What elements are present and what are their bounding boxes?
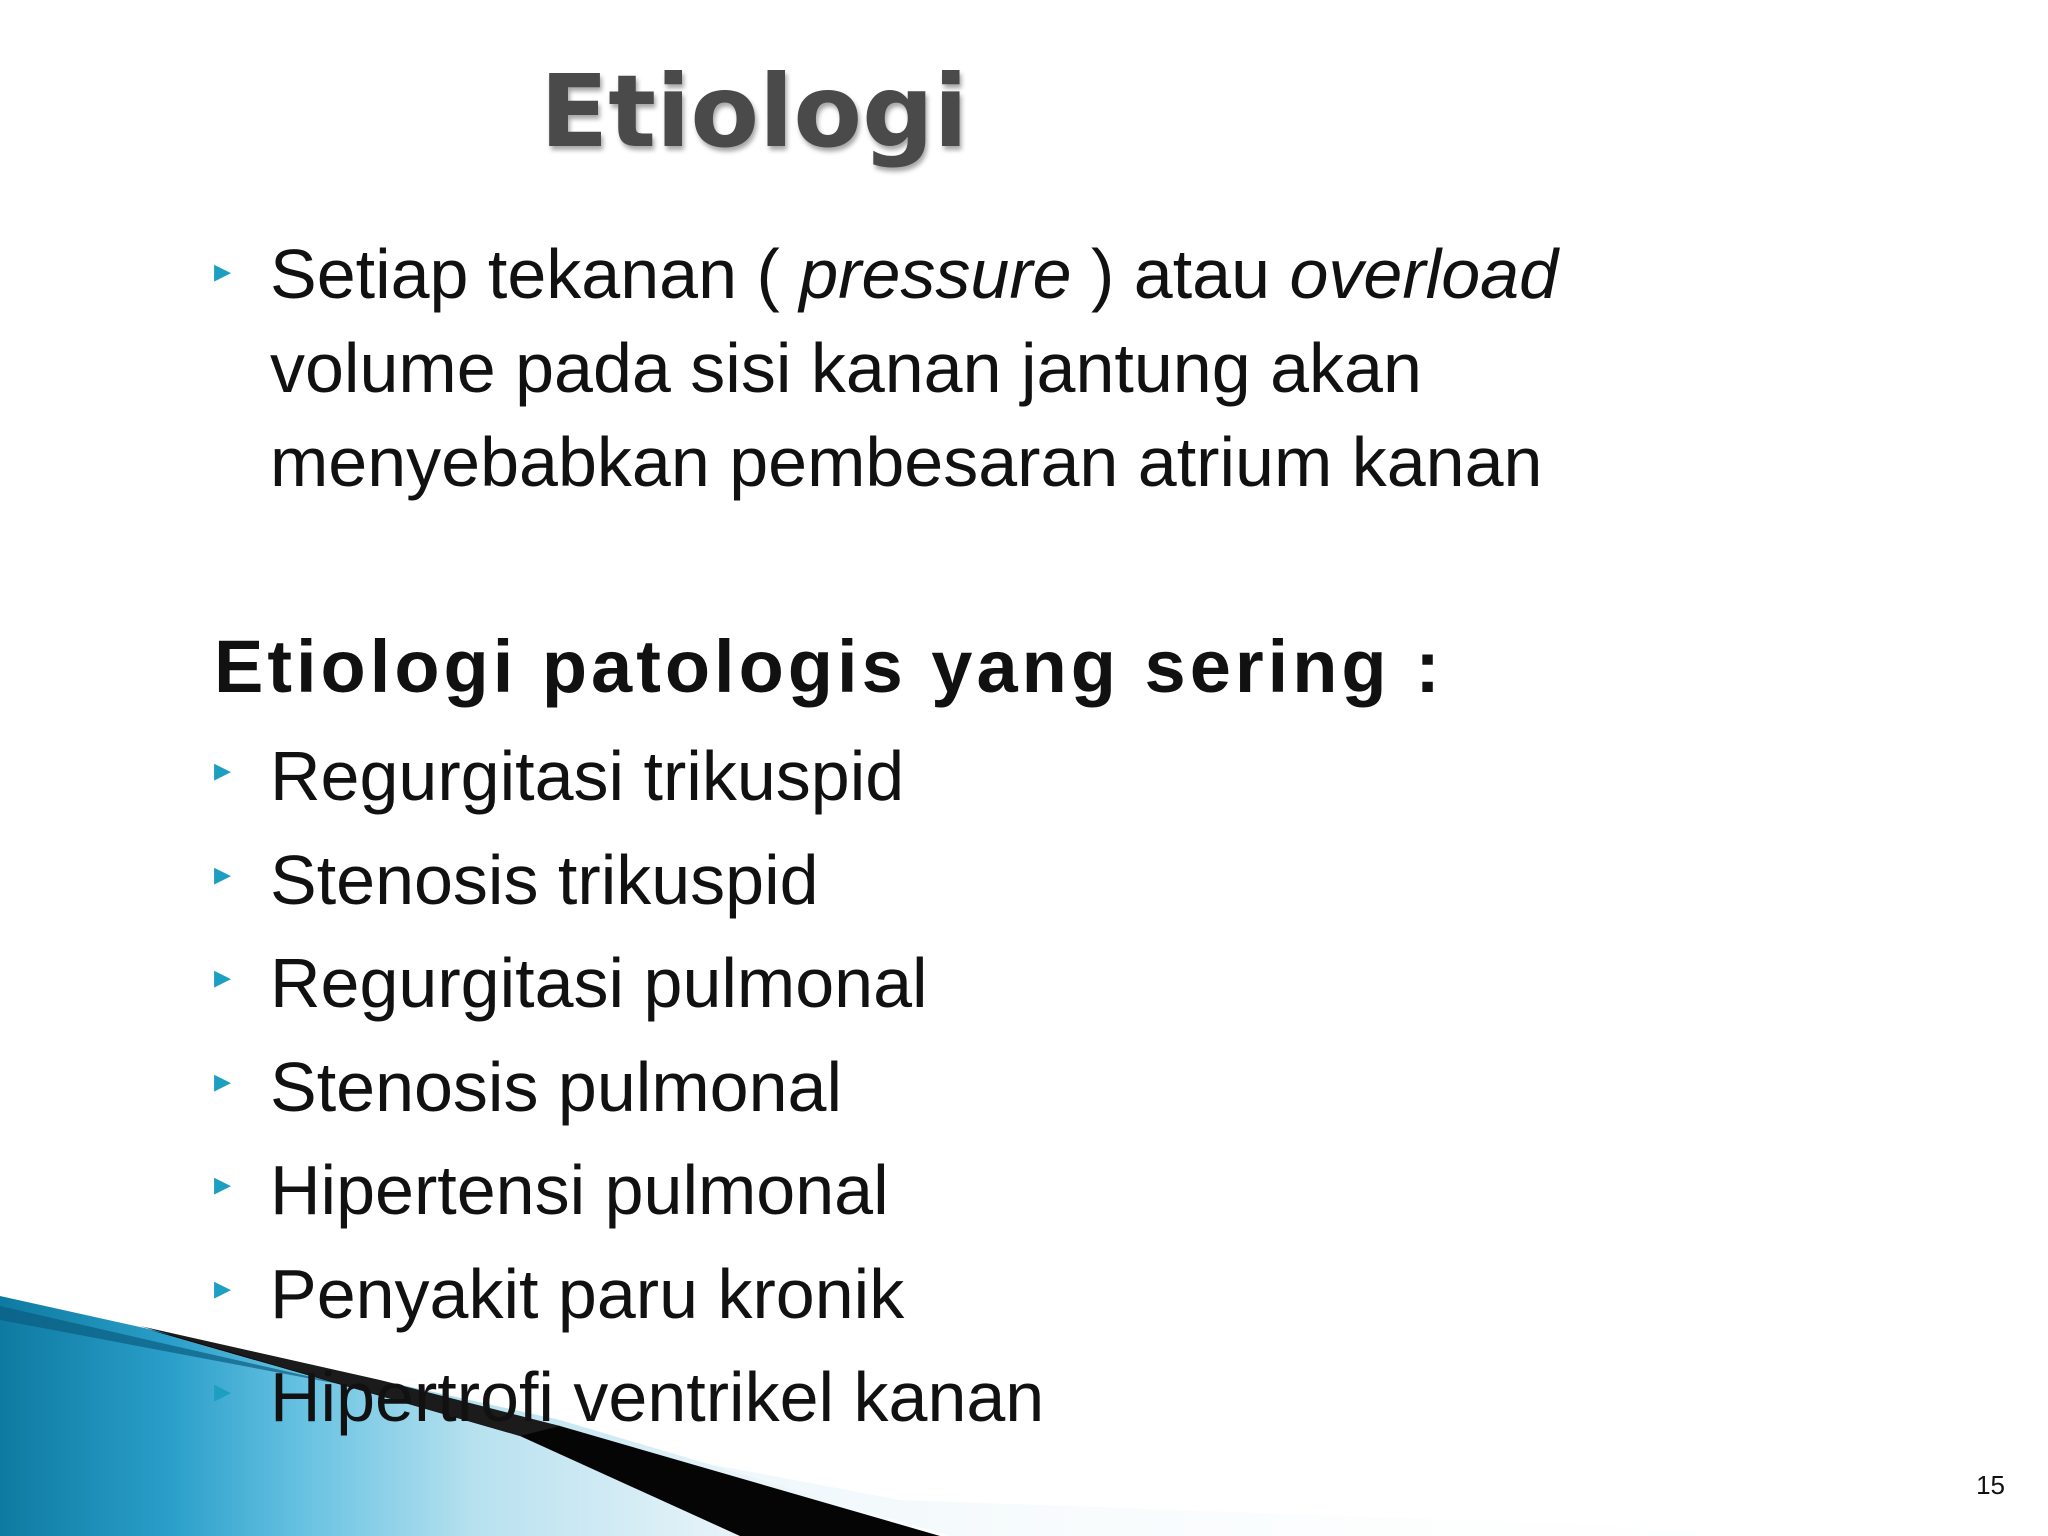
bullet-arrow-icon: ▸ [214, 1061, 232, 1100]
intro-bullet-list [214, 227, 1774, 509]
cause-item-label: Stenosis trikuspid [270, 840, 819, 919]
intro-bullet-text [270, 235, 1558, 501]
cause-item-label: Penyakit paru kronik [270, 1254, 905, 1333]
bullet-arrow-icon: ▸ [214, 958, 232, 996]
intro-text-part-3: volume pada sisi kanan jantung akan menyebabkan pembesaran atrium kanan [270, 329, 1543, 501]
page-number: 15 [1976, 1470, 2005, 1500]
bullet-arrow-icon: ▸ [214, 854, 232, 893]
bullet-arrow-icon: ▸ [214, 252, 232, 290]
intro-bullet [214, 227, 1774, 509]
cause-item [214, 1036, 1714, 1140]
cause-item [214, 1346, 1714, 1450]
slide-title: Etiologi [540, 53, 968, 170]
cause-item [214, 829, 1714, 933]
intro-emphasis-overload: overload [1289, 235, 1559, 313]
cause-item-label: Regurgitasi trikuspid [270, 737, 905, 815]
cause-item [214, 1243, 1714, 1347]
bullet-arrow-icon: ▸ [214, 751, 232, 789]
cause-item [214, 1139, 1714, 1243]
cause-item-label: Hipertensi pulmonal [270, 1151, 889, 1229]
cause-item-label: Regurgitasi pulmonal [270, 944, 928, 1022]
cause-item-label: Stenosis pulmonal [270, 1047, 842, 1126]
cause-item-label: Hipertrofi ventrikel kanan [270, 1358, 1045, 1436]
intro-text-part-2: ) atau [1071, 235, 1290, 313]
bullet-arrow-icon: ▸ [214, 1268, 232, 1307]
cause-item [214, 725, 1714, 829]
cause-item [214, 932, 1714, 1036]
bullet-arrow-icon: ▸ [214, 1372, 232, 1410]
causes-list [214, 725, 1714, 1450]
intro-text-part-1: Setiap tekanan ( [270, 235, 800, 313]
bullet-arrow-icon: ▸ [214, 1165, 232, 1203]
intro-emphasis-pressure: pressure [799, 235, 1072, 313]
causes-heading: Etiologi patologis yang sering : [214, 625, 1444, 708]
